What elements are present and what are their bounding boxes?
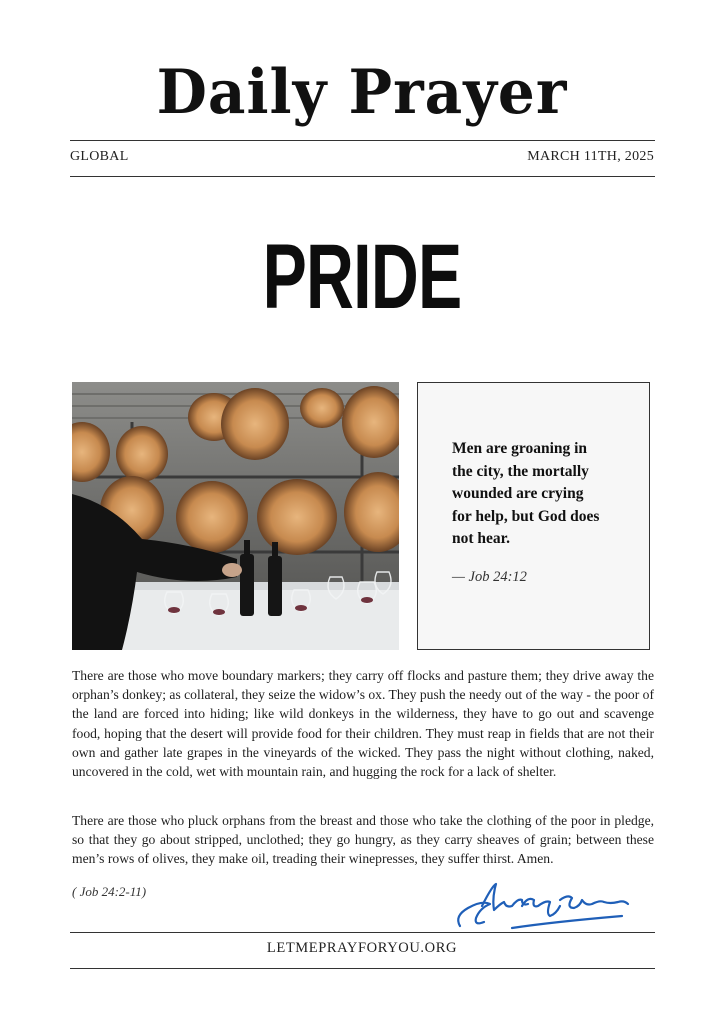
- body-paragraph-2: There are those who pluck orphans from the breast and those who take the clothing of the poor in pledge, so that they go about stripped, unclothed; they go hungry, as they carry sheaves of grain; between these men’s rows of olives, they make oil, treading their winepresses, they suffer thirst. Amen.: [72, 813, 654, 867]
- region-label: GLOBAL: [70, 149, 129, 164]
- footer-top-divider: [70, 932, 655, 933]
- quote-box: [417, 382, 650, 650]
- headline: PRIDE: [262, 226, 462, 328]
- date-label: MARCH 11TH, 2025: [527, 149, 654, 164]
- scripture-quote: Men are groaning in the city, the mortally wounded are crying for help, but God does not hear.: [452, 440, 600, 547]
- body-paragraph-1: There are those who move boundary markers; they carry off flocks and pasture them; they drive away the orphan’s donkey; as collateral, they seize the widow’s ox. They push the needy out of the way - the poor of the land are forced into hiding; like wild donkeys in the wilderness, they have to go out and scavenge food, hoping that the desert will provide food for their children. They must reap in fields that are not their own and gather late grapes in the vineyards of the wicked. They pass the night without clothing, naked, uncovered in the cold, wet with mountain rain, and hugging the rock for a lack of shelter.: [72, 668, 654, 780]
- wine-cellar-photo: [72, 382, 399, 650]
- quote-citation: — Job 24:12: [452, 569, 527, 585]
- signature-image: [452, 876, 634, 936]
- scripture-reference: ( Job 24:2-11): [72, 884, 147, 899]
- meta-divider: [70, 176, 655, 177]
- footer-url: LETMEPRAYFORYOU.ORG: [266, 940, 458, 956]
- footer-bottom-divider: [70, 968, 655, 969]
- masthead-title: Daily Prayer: [156, 56, 568, 128]
- top-divider: [70, 140, 655, 141]
